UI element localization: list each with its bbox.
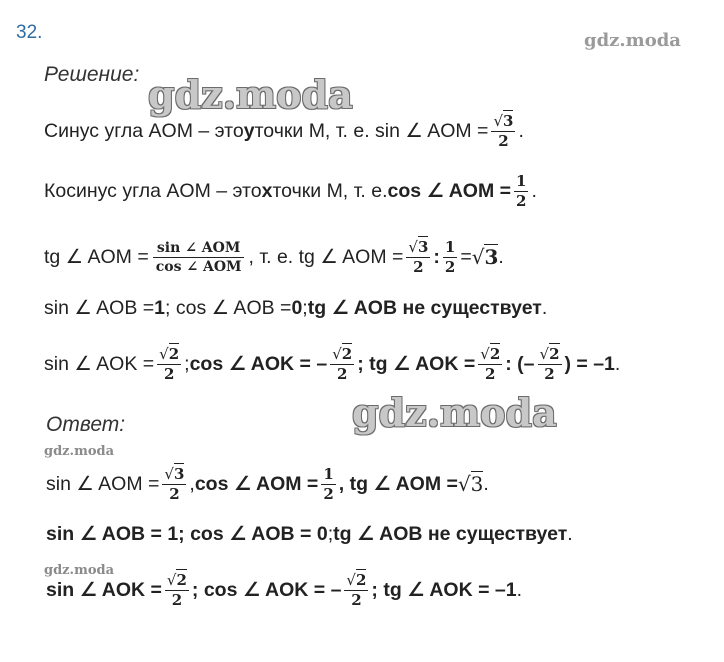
fraction-1-over-2 bbox=[443, 237, 457, 276]
fraction-sqrt3-over-2 bbox=[162, 464, 186, 503]
solution-line-aok bbox=[44, 338, 620, 390]
radicand: 3 bbox=[503, 111, 514, 130]
radicand: 3 bbox=[470, 472, 484, 496]
fraction-sqrt2-over-2 bbox=[157, 344, 181, 383]
text-bold: sin ∠ AOK = bbox=[46, 579, 162, 601]
numerator: sin ∠ AOM bbox=[153, 241, 244, 258]
text: sin ∠ AOK = bbox=[44, 353, 155, 375]
fraction-sqrt2-over-2 bbox=[478, 344, 502, 383]
sqrt-sign: √ bbox=[471, 245, 485, 269]
text-bold: : (– bbox=[505, 352, 535, 375]
text: . bbox=[516, 578, 522, 601]
denominator: 2 bbox=[163, 364, 175, 383]
text: Синус угла AOM – это bbox=[44, 119, 244, 142]
answer-line-aom bbox=[46, 458, 489, 510]
radicand: 2 bbox=[355, 570, 367, 589]
fraction-sqrt2-over-2 bbox=[538, 344, 562, 383]
denominator: 2 bbox=[516, 191, 527, 210]
answer-line-aob bbox=[46, 520, 573, 548]
text-bold: , tg ∠ AOM = bbox=[338, 473, 458, 495]
watermark-small-1: gdz.moda bbox=[44, 444, 115, 459]
radicand: 2 bbox=[489, 344, 501, 363]
watermark-large-1: gdz.moda bbox=[148, 72, 353, 117]
sqrt-sign: √ bbox=[493, 111, 504, 130]
text-bold: 1 bbox=[154, 296, 166, 319]
denominator: 2 bbox=[444, 257, 456, 276]
text: . bbox=[614, 352, 621, 375]
fraction-sqrt2-over-2 bbox=[330, 344, 354, 383]
text: . bbox=[518, 119, 524, 142]
sqrt-sign: √ bbox=[346, 570, 356, 589]
sqrt-sign: √ bbox=[539, 344, 550, 363]
text-bold: cos ∠ AOM = bbox=[194, 473, 319, 495]
fraction-1-over-2 bbox=[514, 171, 528, 210]
text-bold-x: x bbox=[261, 179, 273, 202]
numerator: 1 bbox=[323, 464, 334, 483]
watermark-large-2: gdz.moda bbox=[352, 390, 557, 435]
answer-heading: Ответ: bbox=[46, 413, 126, 436]
radicand: 3 bbox=[484, 245, 499, 269]
text: sin ∠ AOB = bbox=[44, 297, 155, 319]
radicand: 2 bbox=[341, 344, 353, 363]
text-bold: ; tg ∠ AOK = –1 bbox=[371, 579, 517, 601]
text: . bbox=[567, 522, 573, 545]
answer-line-aok bbox=[46, 564, 522, 616]
denominator: 2 bbox=[336, 364, 348, 383]
solution-line-cos-aom bbox=[44, 166, 537, 216]
sqrt-sign: √ bbox=[159, 344, 169, 363]
text: Косинус угла AOM – это bbox=[44, 179, 262, 202]
radicand: 2 bbox=[176, 570, 187, 589]
text: sin ∠ AOM = bbox=[46, 473, 160, 495]
text: ; bbox=[327, 522, 334, 545]
denominator: 2 bbox=[485, 364, 496, 383]
solution-line-sin-aom bbox=[44, 106, 524, 156]
denominator: 2 bbox=[171, 590, 183, 609]
text-bold: tg ∠ AOB не существует bbox=[307, 297, 542, 319]
sqrt-3-result bbox=[458, 472, 483, 496]
text: точки M, т. е. sin ∠ AOM = bbox=[254, 120, 489, 142]
fraction-sin-over-cos bbox=[152, 241, 246, 274]
fraction-sqrt3-over-2 bbox=[491, 111, 515, 150]
sqrt-sign: √ bbox=[164, 464, 174, 483]
fraction-sqrt2-over-2 bbox=[165, 570, 189, 609]
denominator: 2 bbox=[323, 484, 334, 503]
text: = bbox=[460, 245, 472, 268]
text-bold: ) = –1 bbox=[564, 352, 615, 375]
sqrt-sign: √ bbox=[480, 344, 490, 363]
text: ; bbox=[184, 352, 190, 375]
solution-heading: Решение: bbox=[44, 63, 140, 86]
fraction-sqrt2-over-2 bbox=[344, 570, 368, 609]
text-bold: cos ∠ AOK = – bbox=[189, 353, 328, 375]
denominator: 2 bbox=[498, 131, 509, 150]
fraction-sqrt3-over-2 bbox=[406, 237, 430, 276]
watermark-top-right: gdz.moda bbox=[584, 30, 681, 51]
radicand: 2 bbox=[549, 344, 560, 363]
text: tg ∠ AOM = bbox=[44, 246, 149, 268]
sqrt-sign: √ bbox=[166, 570, 177, 589]
denominator: 2 bbox=[351, 590, 362, 609]
text: . bbox=[531, 179, 537, 202]
text: , т. е. tg ∠ AOM = bbox=[248, 246, 404, 268]
text-bold: ; cos ∠ AOK = – bbox=[191, 579, 342, 601]
radicand: 2 bbox=[168, 344, 180, 363]
text-bold: 0 bbox=[291, 296, 303, 319]
problem-number: 32. bbox=[16, 22, 43, 43]
text: ; bbox=[302, 296, 308, 319]
numerator: 1 bbox=[444, 237, 456, 256]
denominator: 2 bbox=[413, 257, 424, 276]
text-bold: cos ∠ AOM = bbox=[387, 180, 512, 202]
radicand: 3 bbox=[417, 237, 429, 256]
denominator: 2 bbox=[544, 364, 555, 383]
text: , bbox=[189, 472, 195, 495]
watermark-small-2: gdz.moda bbox=[44, 563, 115, 578]
text-bold: sin ∠ AOB = 1; cos ∠ AOB = 0 bbox=[46, 523, 328, 545]
sqrt-sign: √ bbox=[408, 237, 418, 256]
solution-line-aob bbox=[44, 294, 547, 322]
fraction-1-over-2 bbox=[321, 464, 335, 503]
text-bold-y: y bbox=[243, 119, 255, 142]
text-bold: ; tg ∠ AOK = bbox=[357, 353, 476, 375]
denominator: cos ∠ AOM bbox=[155, 258, 242, 275]
text: . bbox=[483, 472, 489, 495]
sqrt-3-result bbox=[472, 245, 499, 269]
denominator: 2 bbox=[169, 484, 180, 503]
text: . bbox=[541, 296, 548, 319]
radicand: 3 bbox=[173, 464, 185, 483]
numerator: 1 bbox=[516, 171, 527, 190]
text: . bbox=[498, 245, 504, 268]
solution-line-tg-aom bbox=[44, 232, 504, 282]
text: ; cos ∠ AOB = bbox=[165, 297, 292, 319]
text-bold: tg ∠ AOB не существует bbox=[333, 523, 568, 545]
text: точки M, т. е. bbox=[272, 179, 388, 202]
colon: : bbox=[433, 245, 440, 268]
sqrt-sign: √ bbox=[332, 344, 342, 363]
sqrt-sign: √ bbox=[457, 472, 471, 496]
